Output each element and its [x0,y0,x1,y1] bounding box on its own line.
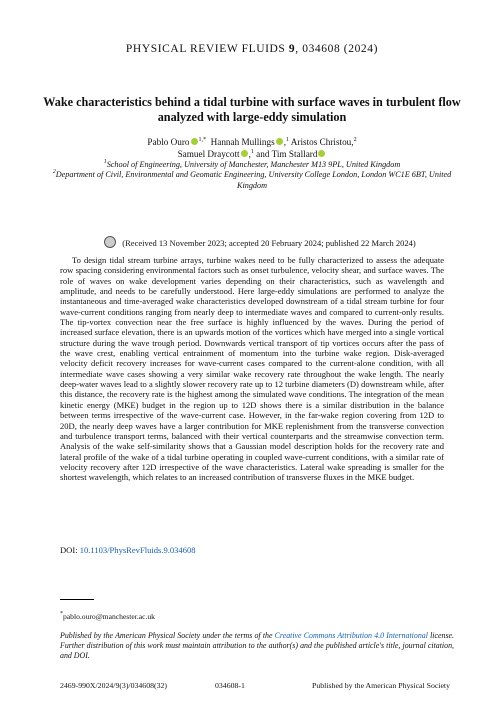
orcid-icon[interactable] [191,138,198,145]
author-affil-mark: 1,* [198,137,207,143]
affiliation-mark: 2 [52,169,56,176]
footnote-mark: * [60,611,63,617]
license-post: license. Further distribution of this work must maintain attribution to the author(s) and the published article's title, journal citation, and DOI. [60,631,454,660]
author-list: Pablo Ouro $^{1,*}$ Hannah Mullings ,$^1$ Aristos Christou,$^2$ Samuel Draycott ,$^1$ and Tim Stallard [147,137,357,159]
affiliations [40,160,464,191]
footer-issn: 2469-990X/2024/9(3)/034608(32) [60,681,167,690]
author-affil-mark: 1 [250,148,254,155]
corresponding-author-footnote [60,612,155,621]
license-link[interactable]: Creative Commons Attribution 4.0 International [274,631,428,640]
footer-page-number: 034608-1 [215,681,245,690]
abstract: To design tidal stream turbine arrays, turbine wakes need to be fully characterized to assess the adequate row spacing considering environmental factors such as onset turbulence, velocity shear, and surface waves. The role of waves on wake development varies depending on their characteristics, such as wavelength and amplitude, and needs to be carefully understood. Here large-eddy simulations are performed to analyze the instantaneous and time-averaged wake characteristics developed downstream of a tidal stream turbine for four wave-current conditions ranging from nearly deep to intermediate waves and compared to current-only results. The tip-vortex convection near the free surface is highly influenced by the waves. During the period of increased surface elevation, there is an upwards motion of the vortices which have merged into a single vortical structure during the wave trough period. Downwards vertical transport of tip vortices occurs after the pass of the wave crest, enabling vertical entrainment of momentum into the turbine wake region. Disk-averaged velocity deficit recovery increases for wave-current cases compared to the current-alone condition, with all intermediate wave cases showing a very similar wake recovery rate throughout the wake length. The nearly deep-water waves lead to a slightly slower recovery rate up to 12 turbine diameters (D) downstream while, after this distance, the recovery rate is the highest among the simulated wave conditions. The integration of the mean kinetic energy (MKE) budget in the region up to 12D shows there is a similar distribution in the balance between terms irrespective of the wave-current case. However, in the far-wake region covering from 12D to 20D, the nearly deep waves have a larger contribution for MKE replenishment from the transverse convection and turbulence transport terms, balanced with their vertical counterparts and the streamwise convection term. Analysis of the wake self-similarity shows that a Gaussian model description holds for the recovery rate and lateral profile of the wake of a tidal turbine operating in coupled wave-current conditions, with a similar rate of velocity recovery after 12D irrespective of the wave characteristics. Lateral wake spreading is smaller for the shortest wavelength, which relates to an increased contribution of transverse fluxes in the MKE budget. [60,255,444,483]
affiliation-1 [40,160,464,170]
footer-publisher: Published by the American Physical Society [312,681,450,690]
author-name[interactable]: Samuel Draycott [177,148,240,159]
doi-link[interactable]: 10.1103/PhysRevFluids.9.034608 [79,545,196,555]
license-pre: Published by the American Physical Society under the terms of the [60,631,275,640]
license-statement [60,631,454,661]
footnote-rule [60,599,94,600]
footnote-email[interactable]: pablo.ouro@manchester.ac.uk [63,612,155,621]
affiliation-2 [40,170,464,191]
author-affil-mark: 2 [353,137,357,143]
journal-header [0,43,504,55]
author-name[interactable]: Hannah Mullings [210,137,275,147]
author-name[interactable]: Aristos Christou [290,137,352,147]
doi-label: DOI: [60,545,78,555]
orcid-icon[interactable] [276,138,283,145]
received-text: (Received 13 November 2023; accepted 20 February 2024; published 22 March 2024) [122,238,416,248]
journal-volume: 9 [288,43,296,55]
journal-issue: , 034608 (2024) [295,43,379,55]
author-name[interactable]: Tim Stallard [271,148,318,159]
affiliation-mark: 1 [103,159,107,165]
journal-name: PHYSICAL REVIEW FLUIDS [125,43,286,55]
article-title: Wake characteristics behind a tidal turbine with surface waves in turbulent flow analyzed with large-eddy simulation [43,95,461,124]
orcid-icon[interactable] [241,150,248,157]
creative-commons-icon[interactable] [104,236,116,248]
affiliation-text: Department of Civil, Environmental and Geomatic Engineering, University College London, London WC1E 6BT, United Kingdom [55,170,452,190]
author-affil-mark: 1 [285,137,289,143]
doi [60,545,196,555]
orcid-icon[interactable] [318,150,325,157]
affiliation-text: School of Engineering, University of Manchester, Manchester M13 9PL, United Kingdom [106,160,401,169]
author-conjunction: and [256,148,270,159]
author-name[interactable]: Pablo Ouro [147,137,190,147]
received-dates [80,236,440,248]
